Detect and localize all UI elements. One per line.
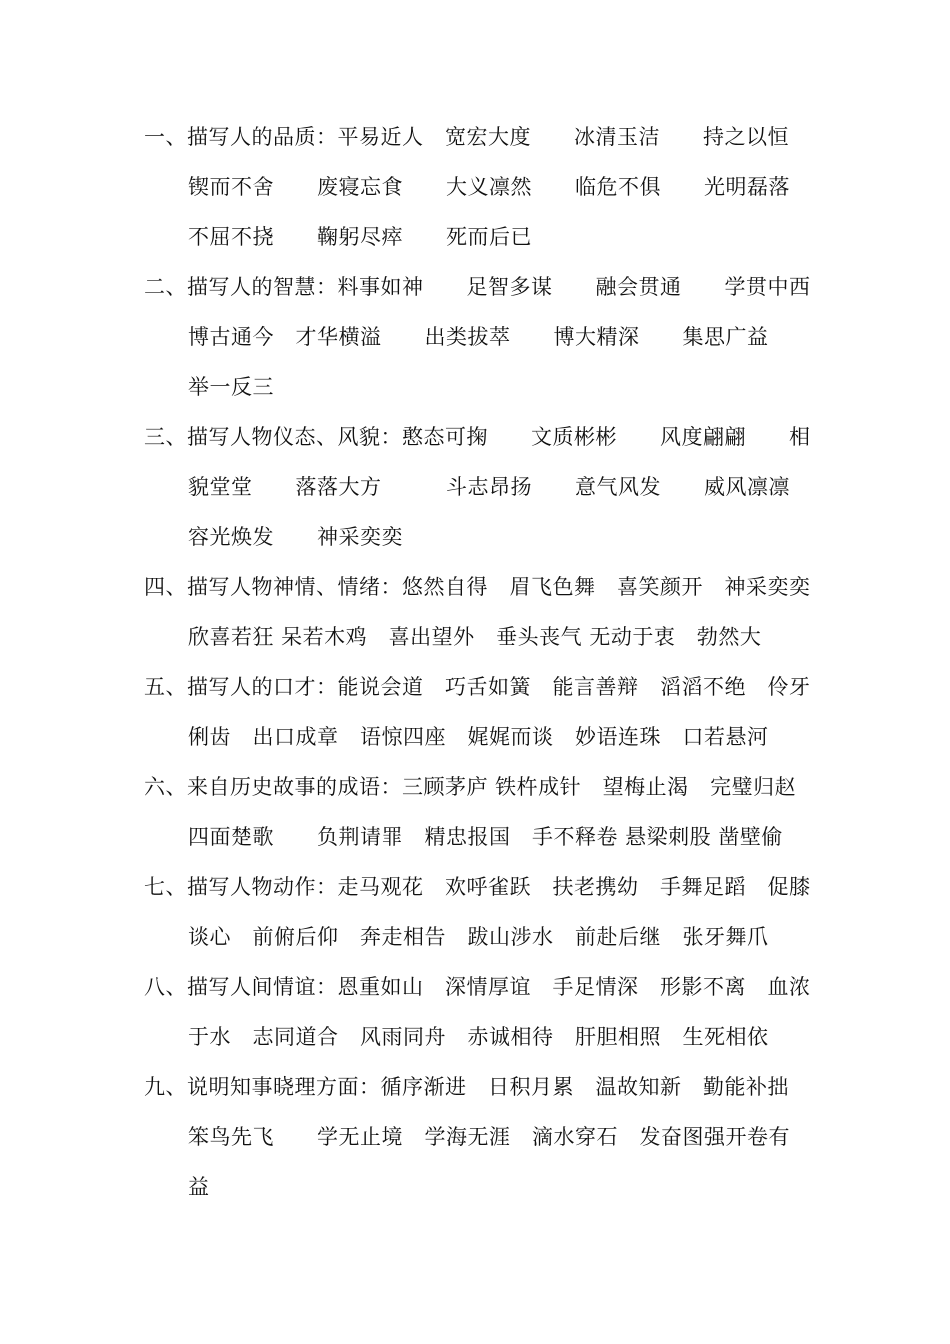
text-line-10: 四、描写人物神情、情绪：悠然自得 眉飞色舞 喜笑颜开 神采奕奕: [144, 575, 811, 599]
text-line-13: 俐齿 出口成章 语惊四座 娓娓而谈 妙语连珠 口若悬河: [188, 725, 769, 749]
text-line-21: 笨鸟先飞 学无止境 学海无涯 滴水穿石 发奋图强开卷有: [188, 1125, 790, 1149]
text-line-2: 锲而不舍 废寝忘食 大义凛然 临危不俱 光明磊落: [188, 175, 790, 199]
text-line-5: 博古通今 才华横溢 出类拔萃 博大精深 集思广益: [188, 325, 769, 349]
text-line-7: 三、描写人物仪态、风貌：憨态可掬 文质彬彬 风度翩翩 相: [144, 425, 811, 449]
text-line-19: 于水 志同道合 风雨同舟 赤诚相待 肝胆相照 生死相依: [188, 1025, 769, 1049]
idiom-list: [0, 112, 950, 1212]
text-line-8: 貌堂堂 落落大方 斗志昂扬 意气风发 威风凛凛: [188, 475, 790, 499]
text-line-14: 六、来自历史故事的成语：三顾茅庐 铁杵成针 望梅止渴 完璧归赵: [144, 775, 797, 799]
text-line-17: 谈心 前俯后仰 奔走相告 跋山涉水 前赴后继 张牙舞爪: [188, 925, 769, 949]
text-line-4: 二、描写人的智慧：料事如神 足智多谋 融会贯通 学贯中西: [144, 275, 811, 299]
text-line-6: 举一反三: [188, 375, 274, 399]
text-line-3: 不屈不挠 鞠躬尽瘁 死而后已: [188, 225, 532, 249]
text-line-22: 益: [188, 1175, 210, 1199]
text-line-1: 一、描写人的品质：平易近人 宽宏大度 冰清玉洁 持之以恒: [144, 125, 789, 149]
text-line-11: 欣喜若狂 呆若木鸡 喜出望外 垂头丧气 无动于衷 勃然大: [188, 625, 762, 649]
text-line-16: 七、描写人物动作：走马观花 欢呼雀跃 扶老携幼 手舞足蹈 促膝: [144, 875, 811, 899]
text-line-18: 八、描写人间情谊：恩重如山 深情厚谊 手足情深 形影不离 血浓: [144, 975, 811, 999]
text-line-15: 四面楚歌 负荆请罪 精忠报国 手不释卷 悬梁刺股 凿壁偷: [188, 825, 783, 849]
text-line-9: 容光焕发 神采奕奕: [188, 525, 403, 549]
text-line-12: 五、描写人的口才：能说会道 巧舌如簧 能言善辩 滔滔不绝 伶牙: [144, 675, 811, 699]
text-line-20: 九、说明知事晓理方面：循序渐进 日积月累 温故知新 勤能补拙: [144, 1075, 789, 1099]
